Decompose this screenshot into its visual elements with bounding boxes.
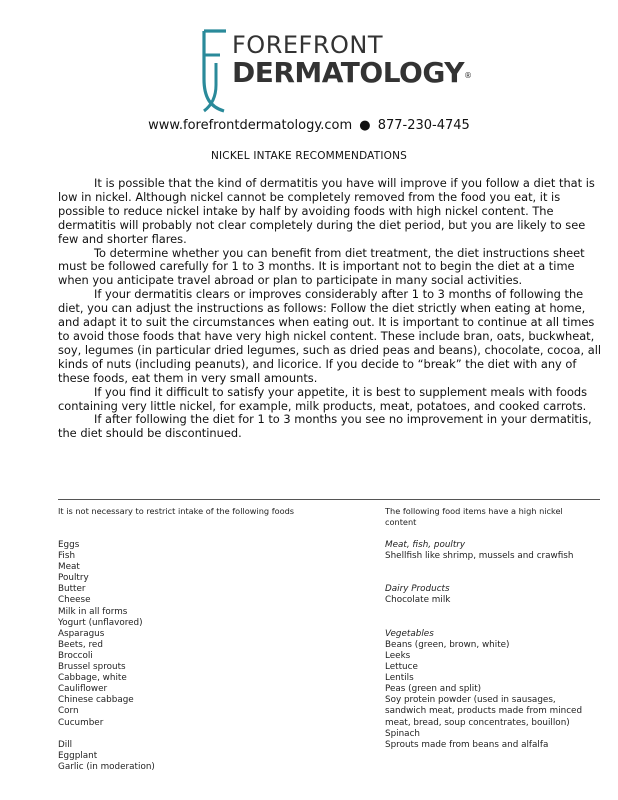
paragraph: To determine whether you can benefit from diet treatment, the diet instructions sheet must be followed carefully for 1 to 3 months. It is important not to begin the diet at a time when you anticipate travel abroad or plan to participate in many social activities. bbox=[58, 245, 585, 288]
list-item: Poultry bbox=[58, 573, 89, 584]
logo-line1: FOREFRONT bbox=[232, 31, 384, 59]
list-item: Asparagus bbox=[58, 628, 105, 639]
list-item: Cheese bbox=[58, 595, 91, 606]
logo-line2: DERMATOLOGY bbox=[232, 56, 464, 89]
allowed-foods-list bbox=[58, 540, 358, 773]
list-item: Beets, red bbox=[58, 639, 103, 650]
list-item: Eggs bbox=[58, 540, 80, 550]
list-item: Eggplant bbox=[58, 750, 98, 761]
website-link[interactable]: www.forefrontdermatology.com bbox=[148, 118, 353, 133]
list-item bbox=[385, 573, 595, 584]
list-item: Sprouts made from beans and alfalfa bbox=[385, 739, 549, 750]
list-item bbox=[385, 562, 595, 573]
list-item: Fish bbox=[58, 551, 76, 562]
table-divider bbox=[58, 499, 600, 500]
list-item bbox=[385, 607, 595, 618]
paragraph: If you find it difficult to satisfy your appetite, it is best to supplement meals with foods containing very little nickel, for example, milk products, meat, potatoes, and cooked carrots. bbox=[58, 384, 588, 413]
registered-mark: ® bbox=[464, 71, 472, 80]
list-item: Peas (green and split) bbox=[385, 684, 482, 695]
list-item: Shellfish like shrimp, mussels and crawfish bbox=[385, 551, 574, 562]
phone-number: 877-230-4745 bbox=[377, 118, 470, 133]
paragraph: If your dermatitis clears or improves considerably after 1 to 3 months of following the diet, you can adjust the instructions as follows: Follow the diet strictly when eating at home, and adapt it to suit the circumstances when eating out. It is important to continue at all times to avoid those foods that have very high nickel content. These include bran, oats, buckwheat, soy, legumes (in particular dried legumes, such as dried peas and beans), chocolate, cocoa, all kinds of nuts (including peanuts), and licorice. If you decide to “break” the diet with any of these foods, eat them in very small amounts. bbox=[58, 287, 602, 385]
list-item: Lettuce bbox=[385, 662, 418, 673]
paragraph: It is possible that the kind of dermatitis you have will improve if you follow a diet that is low in nickel. Although nickel cannot be completely removed from the food you eat, it is possible to reduce nickel intake by half by avoiding foods with high nickel content. The dermatitis will probably not clear completely during the diet period, but you are likely to see few and shorter flares. bbox=[58, 176, 595, 246]
separator-dot: ● bbox=[359, 118, 371, 133]
list-item: Meat bbox=[58, 562, 80, 573]
list-item: Beans (green, brown, white) bbox=[385, 639, 510, 650]
high-nickel-foods-list bbox=[385, 540, 595, 751]
list-item: Cucumber bbox=[58, 717, 104, 728]
list-category-heading: Dairy Products bbox=[385, 584, 450, 595]
list-category-heading: Meat, fish, poultry bbox=[385, 540, 466, 550]
list-item: Broccoli bbox=[58, 650, 93, 661]
left-column-header: It is not necessary to restrict intake of the following foods bbox=[58, 506, 295, 516]
list-item: Brussel sprouts bbox=[58, 662, 126, 673]
forefront-dermatology-logo bbox=[196, 27, 486, 115]
list-category-heading: Vegetables bbox=[385, 628, 434, 639]
logo-mark-icon bbox=[196, 27, 232, 115]
list-item: Dill bbox=[58, 739, 73, 750]
list-item: Cabbage, white bbox=[58, 673, 127, 684]
list-item: Milk in all forms bbox=[58, 606, 128, 617]
list-item: Soy protein powder (used in sausages, sandwich meat, products made from minced meat, bread, soup concentrates, bouillon) bbox=[385, 695, 585, 728]
list-item: Butter bbox=[58, 584, 86, 595]
list-item: Leeks bbox=[385, 650, 411, 661]
list-item: Garlic (in moderation) bbox=[58, 761, 155, 772]
paragraph: If after following the diet for 1 to 3 months you see no improvement in your dermatitis, the diet should be discontinued. bbox=[58, 412, 592, 441]
list-item: Lentils bbox=[385, 673, 414, 684]
list-item: Chocolate milk bbox=[385, 595, 451, 606]
contact-line bbox=[0, 118, 618, 133]
list-item: Corn bbox=[58, 706, 79, 717]
right-column-header: The following food items have a high nickel content bbox=[385, 506, 563, 527]
list-item: Spinach bbox=[385, 728, 420, 739]
list-item: Cauliflower bbox=[58, 684, 108, 695]
list-item bbox=[58, 729, 358, 740]
body-text bbox=[58, 177, 602, 441]
list-item: Chinese cabbage bbox=[58, 695, 134, 706]
list-item bbox=[385, 618, 595, 629]
list-item: Yogurt (unflavored) bbox=[58, 617, 143, 628]
page-title: NICKEL INTAKE RECOMMENDATIONS bbox=[210, 150, 408, 162]
